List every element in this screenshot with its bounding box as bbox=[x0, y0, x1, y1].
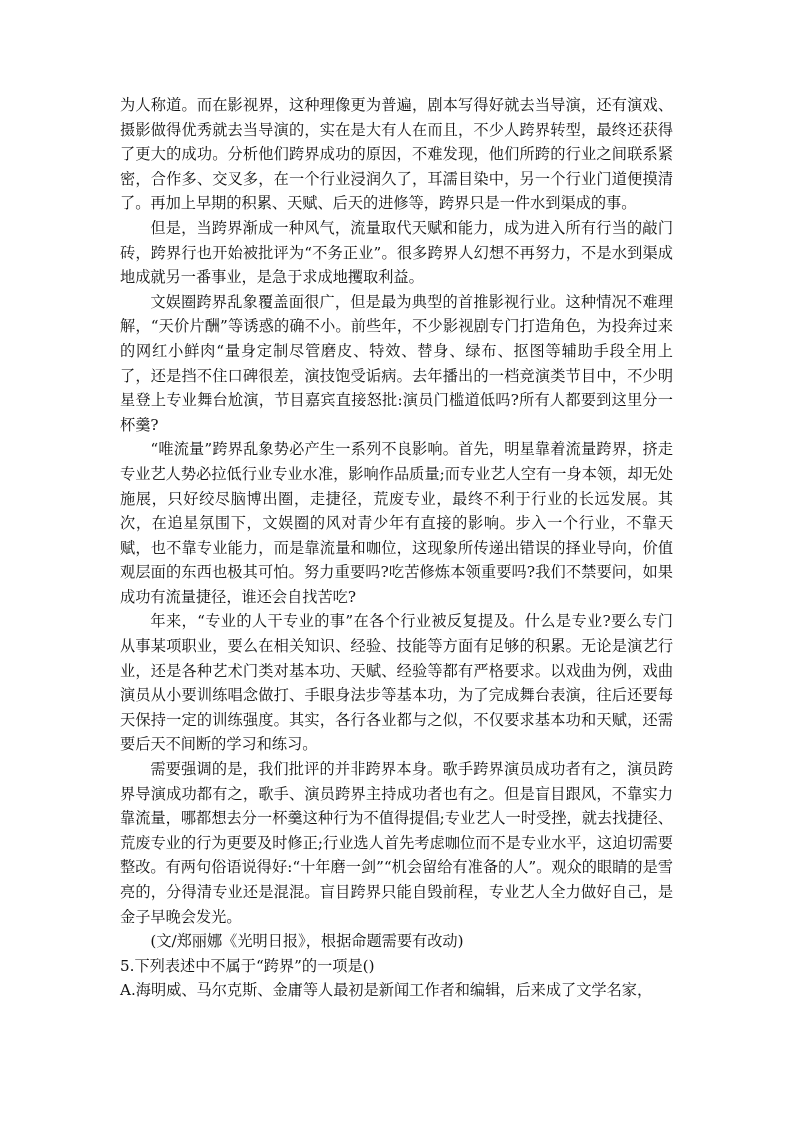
article-paragraph-4: “唯流量”跨界乱象势必产生一系列不良影响。首先，明星靠着流量跨界，挤走专业艺人势必拉低行业专业水准，影响作品质量;而专业艺人空有一身本领，却无处施展，只好绞尽脑博出圈，走捷径，荒废专业，最终不利于行业的长远发展。其次，在追星氛围下，文娱圈的风对青少年有直接的影响。步入一个行业，不靠天赋，也不靠专业能力，而是靠流量和咖位，这现象所传递出错误的择业导向，价值观层面的东西也极其可怕。努力重要吗?吃苦修炼本领重要吗?我们不禁要问，如果成功有流量捷径，谁还会自找苦吃? bbox=[120, 440, 673, 606]
question-option-a: A.海明威、马尔克斯、金庸等人最初是新闻工作者和编辑，后来成了文学名家， bbox=[120, 981, 653, 1000]
document-page bbox=[120, 93, 673, 1003]
article-paragraph-1: 为人称道。而在影视界，这种理像更为普遍，剧本写得好就去当导演，还有演戏、摄影做得优秀就去当导演的，实在是大有人在而且，不少人跨界转型，最终还获得了更大的成功。分析他们跨界成功的原因，不难发现，他们所跨的行业之间联系紧密，合作多、交叉多，在一个行业浸润久了，耳濡目染中，另一个行业门道便摸清了。再加上早期的积累、天赋、后天的进修等，跨界只是一件水到渠成的事。 bbox=[120, 96, 673, 213]
article-source: (文/郑丽娜《光明日报》，根据命题需要有改动) bbox=[150, 932, 464, 951]
question-stem: 5.下列表述中不属于“跨界”的一项是() bbox=[120, 956, 375, 975]
article-paragraph-5: 年来，“专业的人干专业的事”在各个行业被反复提及。什么是专业?要么专门从事某项职业，要么在相关知识、经验、技能等方面有足够的积累。无论是演艺行业，还是各种艺术门类对基本功、天赋、经验等都有严格要求。以戏曲为例，戏曲演员从小要训练唱念做打、手眼身法步等基本功，为了完成舞台表演，往后还要每天保持一定的训练强度。其实，各行各业都与之似，不仅要求基本功和天赋，还需要后天不间断的学习和练习。 bbox=[120, 612, 673, 754]
article-paragraph-6: 需要强调的是，我们批评的并非跨界本身。歌手跨界演员成功者有之，演员跨界导演成功都有之，歌手、演员跨界主持成功者也有之。但是盲目跟风，不靠实力靠流量，哪都想去分一杯羹这种行为不值得提倡;专业艺人一时受挫，就去找捷径、荒废专业的行为更要及时修正;行业选人首先考虑咖位而不是专业水平，这迫切需要整改。有两句俗语说得好:“十年磨一剑”“机会留给有准备的人”。观众的眼睛的是雪亮的，分得清专业还是混混。盲目跨界只能自毁前程，专业艺人全力做好自己，是金子早晚会发光。 bbox=[120, 760, 673, 926]
article-paragraph-2: 但是，当跨界渐成一种风气，流量取代天赋和能力，成为进入所有行当的敲门砖，跨界行也开始被批评为“不务正业”。很多跨界人幻想不再努力，不是水到渠成地成就另一番事业，是急于求成地攫取利益。 bbox=[120, 218, 673, 287]
article-paragraph-3: 文娱圈跨界乱象覆盖面很广，但是最为典型的首推影视行业。这种情况不难理解，“天价片酬”等诱惑的确不小。前些年，不少影视剧专门打造角色，为投奔过来的网红小鲜肉“量身定制尽管磨皮、特效、替身、绿布、抠图等辅助手段全用上了，还是挡不住口碑很差，演技饱受诟病。去年播出的一档竞演类节目中，不少明星登上专业舞台尬演，节目嘉宾直接怒批:演员门槛道低吗?所有人都要到这里分一杯羹? bbox=[120, 292, 673, 434]
